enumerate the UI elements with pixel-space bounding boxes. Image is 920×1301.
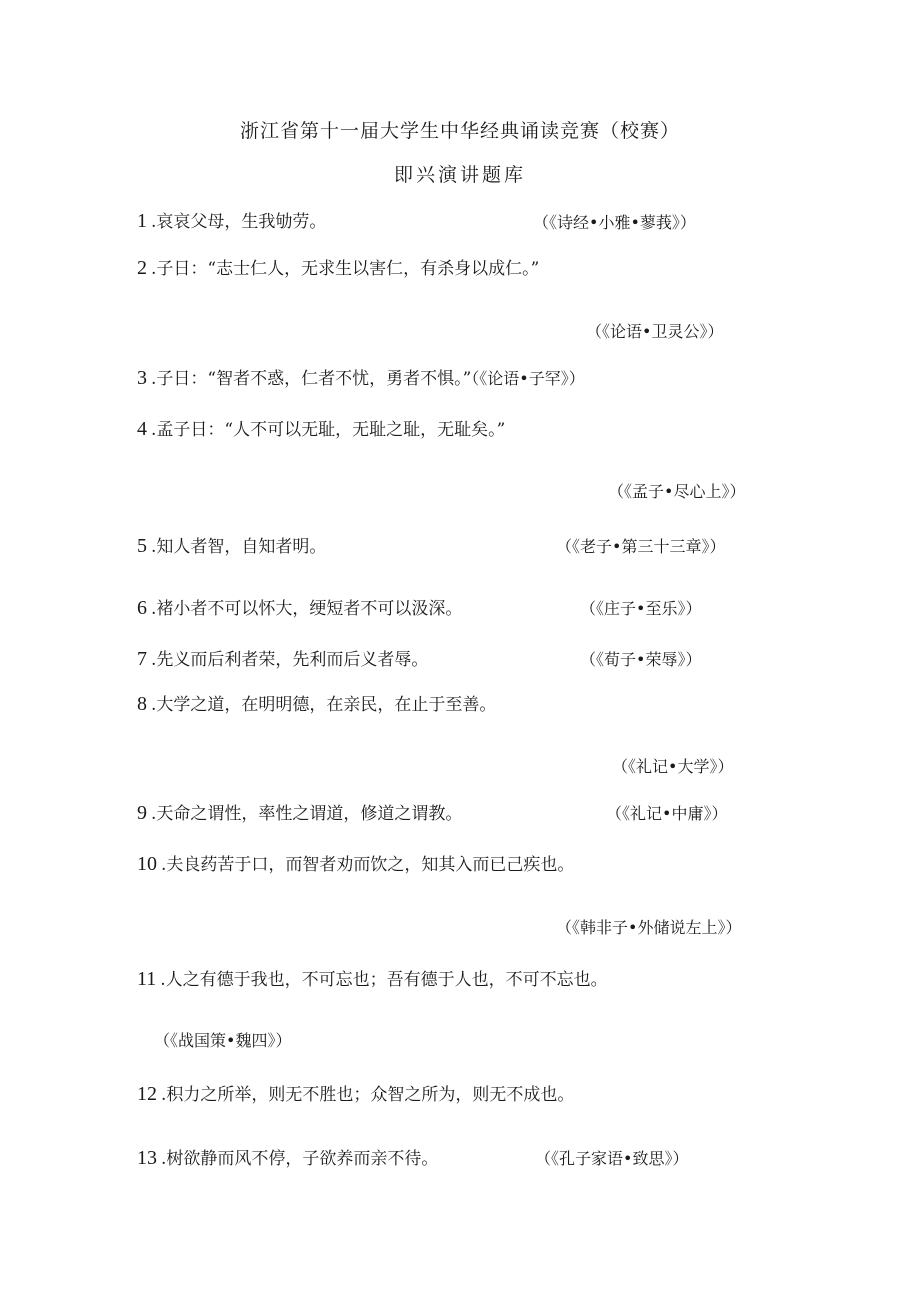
- item-source: （《孟子•尽心上》）: [608, 482, 746, 501]
- item-number: 6: [137, 597, 147, 619]
- list-item: [137, 257, 539, 280]
- item-text: .大学之道，在明明德，在亲民，在止于至善。: [151, 695, 497, 715]
- list-item: [137, 597, 462, 620]
- item-source: （《礼记•大学》）: [612, 757, 734, 776]
- item-number: 9: [137, 802, 147, 824]
- item-number: 10: [137, 853, 157, 875]
- item-source: （《战国策•魏四》）: [154, 1031, 292, 1050]
- item-source: （《庄子•至乐》）: [580, 599, 702, 618]
- list-item: [137, 1147, 438, 1170]
- item-text: .褚小者不可以怀大，绠短者不可以汲深。: [151, 599, 463, 619]
- item-source: （《韩非子•外储说左上》）: [556, 918, 742, 937]
- item-number: 2: [137, 257, 147, 279]
- item-source: （《诗经•小雅•蓼莪》）: [533, 213, 696, 232]
- list-item: [137, 802, 462, 825]
- list-item: [137, 968, 608, 991]
- item-text: .人之有德于我也，不可忘也；吾有德于人也，不可不忘也。: [160, 970, 608, 990]
- list-item: [137, 418, 505, 441]
- list-item: [137, 853, 574, 876]
- list-item: [137, 648, 428, 671]
- item-source: （《荀子•荣辱》）: [580, 650, 702, 669]
- item-number: 7: [137, 648, 147, 670]
- item-number: 12: [137, 1083, 157, 1105]
- list-item: [137, 1083, 574, 1106]
- item-text: .子日：“智者不惑，仁者不忧，勇者不惧。”: [151, 369, 472, 389]
- document-subtitle: 即兴演讲题库: [393, 164, 526, 186]
- item-source: （《孔子家语•致思》）: [535, 1149, 689, 1168]
- item-text: .夫良药苦于口，而智者劝而饮之，知其入而已己疾也。: [161, 855, 575, 875]
- list-item: [137, 210, 326, 233]
- item-text: .树欲静而风不停，子欲养而亲不待。: [161, 1149, 439, 1169]
- item-source: （《礼记•中庸》）: [606, 804, 728, 823]
- item-text: .知人者智，自知者明。: [151, 537, 327, 557]
- item-source: （《论语•卫灵公》）: [586, 322, 724, 341]
- item-text: .天命之谓性，率性之谓道，修道之谓教。: [151, 804, 463, 824]
- item-number: 4: [137, 418, 147, 440]
- item-number: 1: [137, 210, 147, 232]
- item-number: 13: [137, 1147, 157, 1169]
- item-text: .孟子日：“人不可以无耻，无耻之耻，无耻矣。”: [151, 420, 506, 440]
- list-item: [137, 535, 326, 558]
- item-source: （《老子•第三十三章》）: [556, 537, 726, 556]
- item-number: 3: [137, 367, 147, 389]
- item-number: 11: [137, 968, 157, 990]
- list-item: [137, 693, 496, 716]
- item-text: .子日：“志士仁人，无求生以害仁，有杀身以成仁。”: [151, 259, 540, 279]
- item-text: .积力之所举，则无不胜也；众智之所为，则无不成也。: [161, 1085, 575, 1105]
- item-text: .哀哀父母，生我劬劳。: [151, 212, 327, 232]
- item-source: （《论语•子罕》）: [471, 369, 585, 388]
- item-number: 8: [137, 693, 147, 715]
- document-title: 浙江省第十一届大学生中华经典诵读竞赛（校赛）: [239, 120, 680, 142]
- item-text: .先义而后利者荣，先利而后义者辱。: [151, 650, 429, 670]
- item-number: 5: [137, 535, 147, 557]
- list-item: [137, 367, 585, 390]
